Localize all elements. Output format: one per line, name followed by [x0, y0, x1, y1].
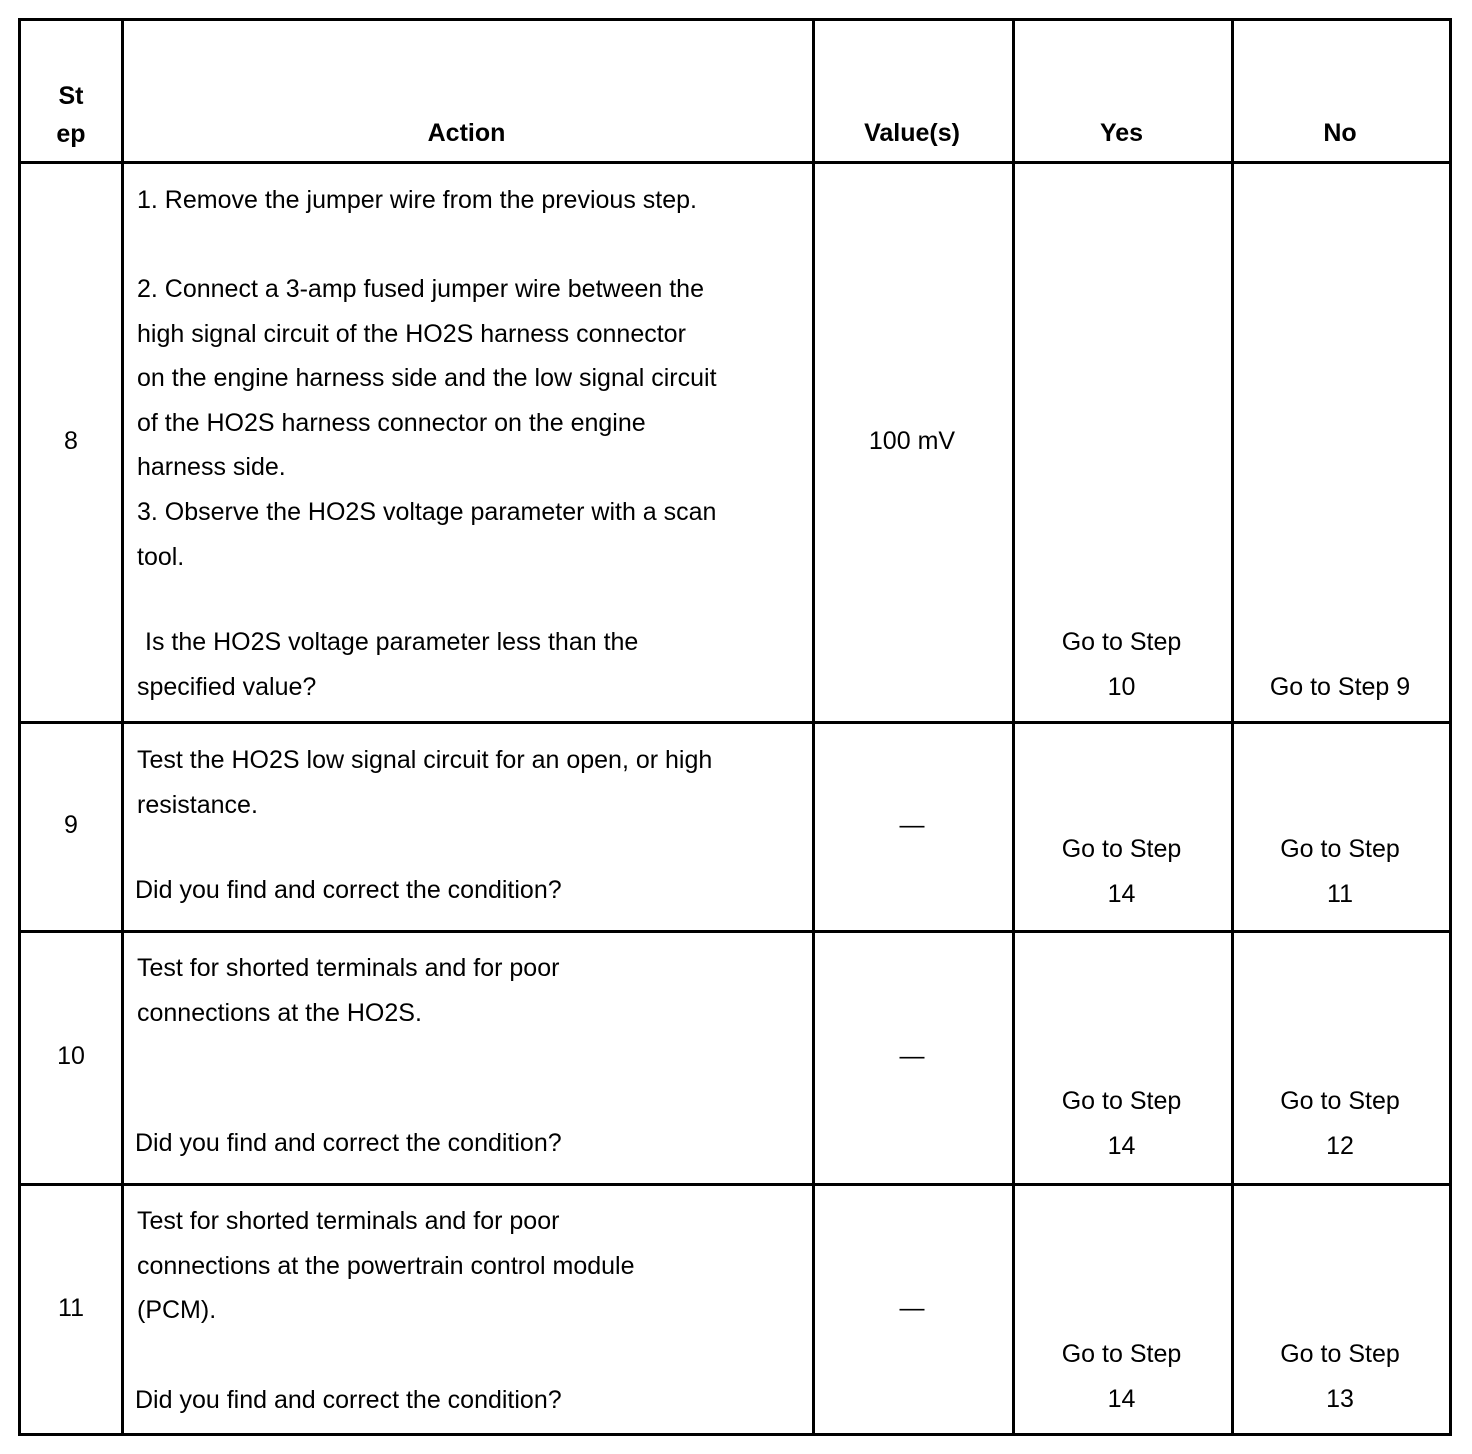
- action-question: Is the HO2S voltage parameter less than the specified value?: [137, 628, 639, 701]
- row-10-yes: [1012, 930, 1234, 1186]
- action-text: Test for shorted terminals and for poor connections at the HO2S.: [137, 954, 560, 1027]
- no-target: Go to Step 13: [1280, 1340, 1400, 1413]
- action-question: Did you find and correct the condition?: [135, 1386, 562, 1414]
- row-10-value: [812, 930, 1015, 1186]
- action-question: Did you find and correct the condition?: [135, 1129, 562, 1157]
- header-step-line1: St: [58, 82, 84, 110]
- row-10-action: [121, 930, 815, 1186]
- header-yes: [1012, 21, 1234, 164]
- yes-target: Go to Step 14: [1061, 1087, 1182, 1160]
- value-text: —: [899, 1293, 925, 1322]
- row-8-no: [1231, 161, 1452, 724]
- row-9-value: [812, 721, 1015, 933]
- row-10-step: [21, 930, 124, 1186]
- action-question: Did you find and correct the condition?: [135, 876, 562, 904]
- header-no-label: No: [1323, 119, 1357, 147]
- row-11-no: [1231, 1183, 1452, 1436]
- step-number: 11: [58, 1293, 84, 1322]
- value-text: —: [899, 1042, 925, 1071]
- header-action: [121, 21, 815, 164]
- row-8-value: [812, 161, 1015, 724]
- yes-target: Go to Step 14: [1061, 835, 1182, 908]
- header-step: [21, 21, 124, 164]
- action-item-2: 2. Connect a 3-amp fused jumper wire between the high signal circuit of the HO2S harness connector on the engine harness side and the low signal circuit of the HO2S harness connector on the engine harness side.: [137, 275, 717, 481]
- row-8-action: [121, 161, 815, 724]
- yes-target: Go to Step 10: [1061, 628, 1182, 701]
- step-number: 9: [64, 811, 78, 840]
- action-item-1: 1. Remove the jumper wire from the previous step.: [137, 186, 697, 214]
- yes-target: Go to Step 14: [1061, 1340, 1182, 1413]
- row-9-no: [1231, 721, 1452, 933]
- header-yes-label: Yes: [1099, 119, 1144, 147]
- action-text: Test for shorted terminals and for poor connections at the powertrain control module (PCM).: [137, 1207, 635, 1324]
- row-11-action: [121, 1183, 815, 1436]
- row-9-action: [121, 721, 815, 933]
- row-8-step: [21, 161, 124, 724]
- no-target: Go to Step 12: [1280, 1087, 1400, 1160]
- no-target: Go to Step 9: [1269, 673, 1411, 701]
- row-9-yes: [1012, 721, 1234, 933]
- row-9-step: [21, 721, 124, 933]
- header-values: [812, 21, 1015, 164]
- no-target: Go to Step 11: [1280, 835, 1400, 908]
- diagnostic-table: [18, 18, 1452, 1436]
- row-8-yes: [1012, 161, 1234, 724]
- row-11-yes: [1012, 1183, 1234, 1436]
- step-number: 10: [57, 1042, 85, 1071]
- step-number: 8: [64, 426, 78, 455]
- header-no: [1231, 21, 1452, 164]
- header-values-label: Value(s): [864, 119, 960, 147]
- value-text: —: [899, 811, 925, 840]
- row-10-no: [1231, 930, 1452, 1186]
- header-step-line2: ep: [56, 120, 86, 148]
- row-11-step: [21, 1183, 124, 1436]
- value-text: 100 mV: [868, 426, 956, 455]
- action-item-3: 3. Observe the HO2S voltage parameter with a scan tool.: [137, 498, 717, 571]
- row-11-value: [812, 1183, 1015, 1436]
- action-text: Test the HO2S low signal circuit for an open, or high resistance.: [137, 746, 713, 819]
- header-action-label: Action: [427, 119, 506, 147]
